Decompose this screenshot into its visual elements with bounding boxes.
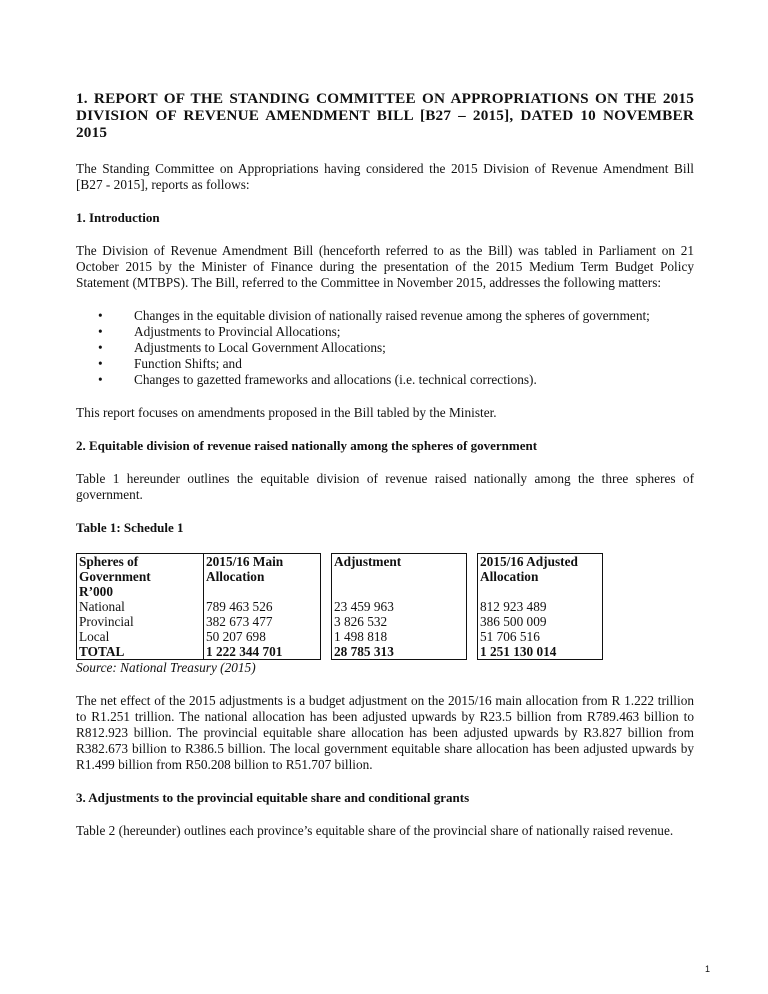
cell-adjusted: 812 923 489 xyxy=(478,599,603,614)
report-title: 1. REPORT OF THE STANDING COMMITTEE ON APPROPRIATIONS ON THE 2015 DIVISION OF REVENUE AMENDMENT BILL [B27 – 2015], DATED 10 NOVEMBER 2015 xyxy=(76,90,694,141)
table-source: Source: National Treasury (2015) xyxy=(76,660,256,675)
matters-list xyxy=(76,308,694,388)
list-item: • Changes in the equitable division of nationally raised revenue among the spheres of government; xyxy=(98,308,650,323)
list-item: • Function Shifts; and xyxy=(98,356,242,371)
cell-main: 789 463 526 xyxy=(204,599,321,614)
bullet-icon: • xyxy=(98,308,103,323)
cell-adjustment: 1 498 818 xyxy=(332,629,467,644)
cell-sphere: Provincial xyxy=(77,614,204,629)
cell-total-adjustment: 28 785 313 xyxy=(332,644,467,660)
list-item: • Adjustments to Provincial Allocations; xyxy=(98,324,341,339)
cell-adjusted: 386 500 009 xyxy=(478,614,603,629)
cell-adjusted: 51 706 516 xyxy=(478,629,603,644)
section-1-focus: This report focuses on amendments proposed in the Bill tabled by the Minister. xyxy=(76,405,497,420)
table-row xyxy=(77,629,603,644)
cell-adjustment: 23 459 963 xyxy=(332,599,467,614)
list-item: • Changes to gazetted frameworks and allocations (i.e. technical corrections). xyxy=(98,372,537,387)
cell-main: 50 207 698 xyxy=(204,629,321,644)
section-1-paragraph: The Division of Revenue Amendment Bill (henceforth referred to as the Bill) was tabled in Parliament on 21 October 2015 by the Minister of Finance during the presentation of the 2015 Medium Term Budget Policy Statement (MTBPS). The Bill, referred to the Committee in November 2015, addresses the following matters: xyxy=(76,243,694,290)
cell-total-adjusted: 1 251 130 014 xyxy=(478,644,603,660)
header-sphere: Spheres of Government R’000 xyxy=(77,554,204,600)
document-page xyxy=(76,90,694,856)
cell-adjustment: 3 826 532 xyxy=(332,614,467,629)
header-adjustment: Adjustment xyxy=(332,554,467,600)
table-header-row xyxy=(77,554,603,600)
intro-paragraph: The Standing Committee on Appropriations having considered the 2015 Division of Revenue Amendment Bill [B27 - 2015], reports as follows: xyxy=(76,161,694,192)
table-row xyxy=(77,599,603,614)
bullet-icon: • xyxy=(98,340,103,355)
section-2-heading: 2. Equitable division of revenue raised nationally among the spheres of government xyxy=(76,438,538,453)
schedule-1-table xyxy=(76,553,603,660)
section-3-paragraph: Table 2 (hereunder) outlines each province’s equitable share of the provincial share of nationally raised revenue. xyxy=(76,823,674,838)
bullet-icon: • xyxy=(98,324,103,339)
cell-main: 382 673 477 xyxy=(204,614,321,629)
section-2-paragraph: Table 1 hereunder outlines the equitable division of revenue raised nationally among the three spheres of government. xyxy=(76,471,694,502)
page-number: 1 xyxy=(704,964,710,974)
header-adjusted-allocation: 2015/16 Adjusted Allocation xyxy=(478,554,603,600)
table-caption: Table 1: Schedule 1 xyxy=(76,520,184,535)
cell-sphere: National xyxy=(77,599,204,614)
cell-total-label: TOTAL xyxy=(77,644,204,660)
table-total-row xyxy=(77,644,603,660)
list-item: • Adjustments to Local Government Allocations; xyxy=(98,340,386,355)
table-row xyxy=(77,614,603,629)
header-main-allocation: 2015/16 Main Allocation xyxy=(204,554,321,600)
bullet-icon: • xyxy=(98,372,103,387)
section-2-summary: The net effect of the 2015 adjustments is a budget adjustment on the 2015/16 main allocation from R 1.222 trillion to R1.251 trillion. The national allocation has been adjusted upwards by R23.5 billion from R789.463 billion to R812.923 billion. The provincial equitable share allocation has been adjusted upwards by R3.827 billion from R382.673 billion to R386.5 billion. The local government equitable share allocation has been adjusted upwards by R1.499 billion from R50.208 billion to R51.707 billion. xyxy=(76,693,694,772)
section-1-heading: 1. Introduction xyxy=(76,210,160,225)
section-3-heading: 3. Adjustments to the provincial equitable share and conditional grants xyxy=(76,790,470,805)
bullet-icon: • xyxy=(98,356,103,371)
cell-sphere: Local xyxy=(77,629,204,644)
cell-total-main: 1 222 344 701 xyxy=(204,644,321,660)
